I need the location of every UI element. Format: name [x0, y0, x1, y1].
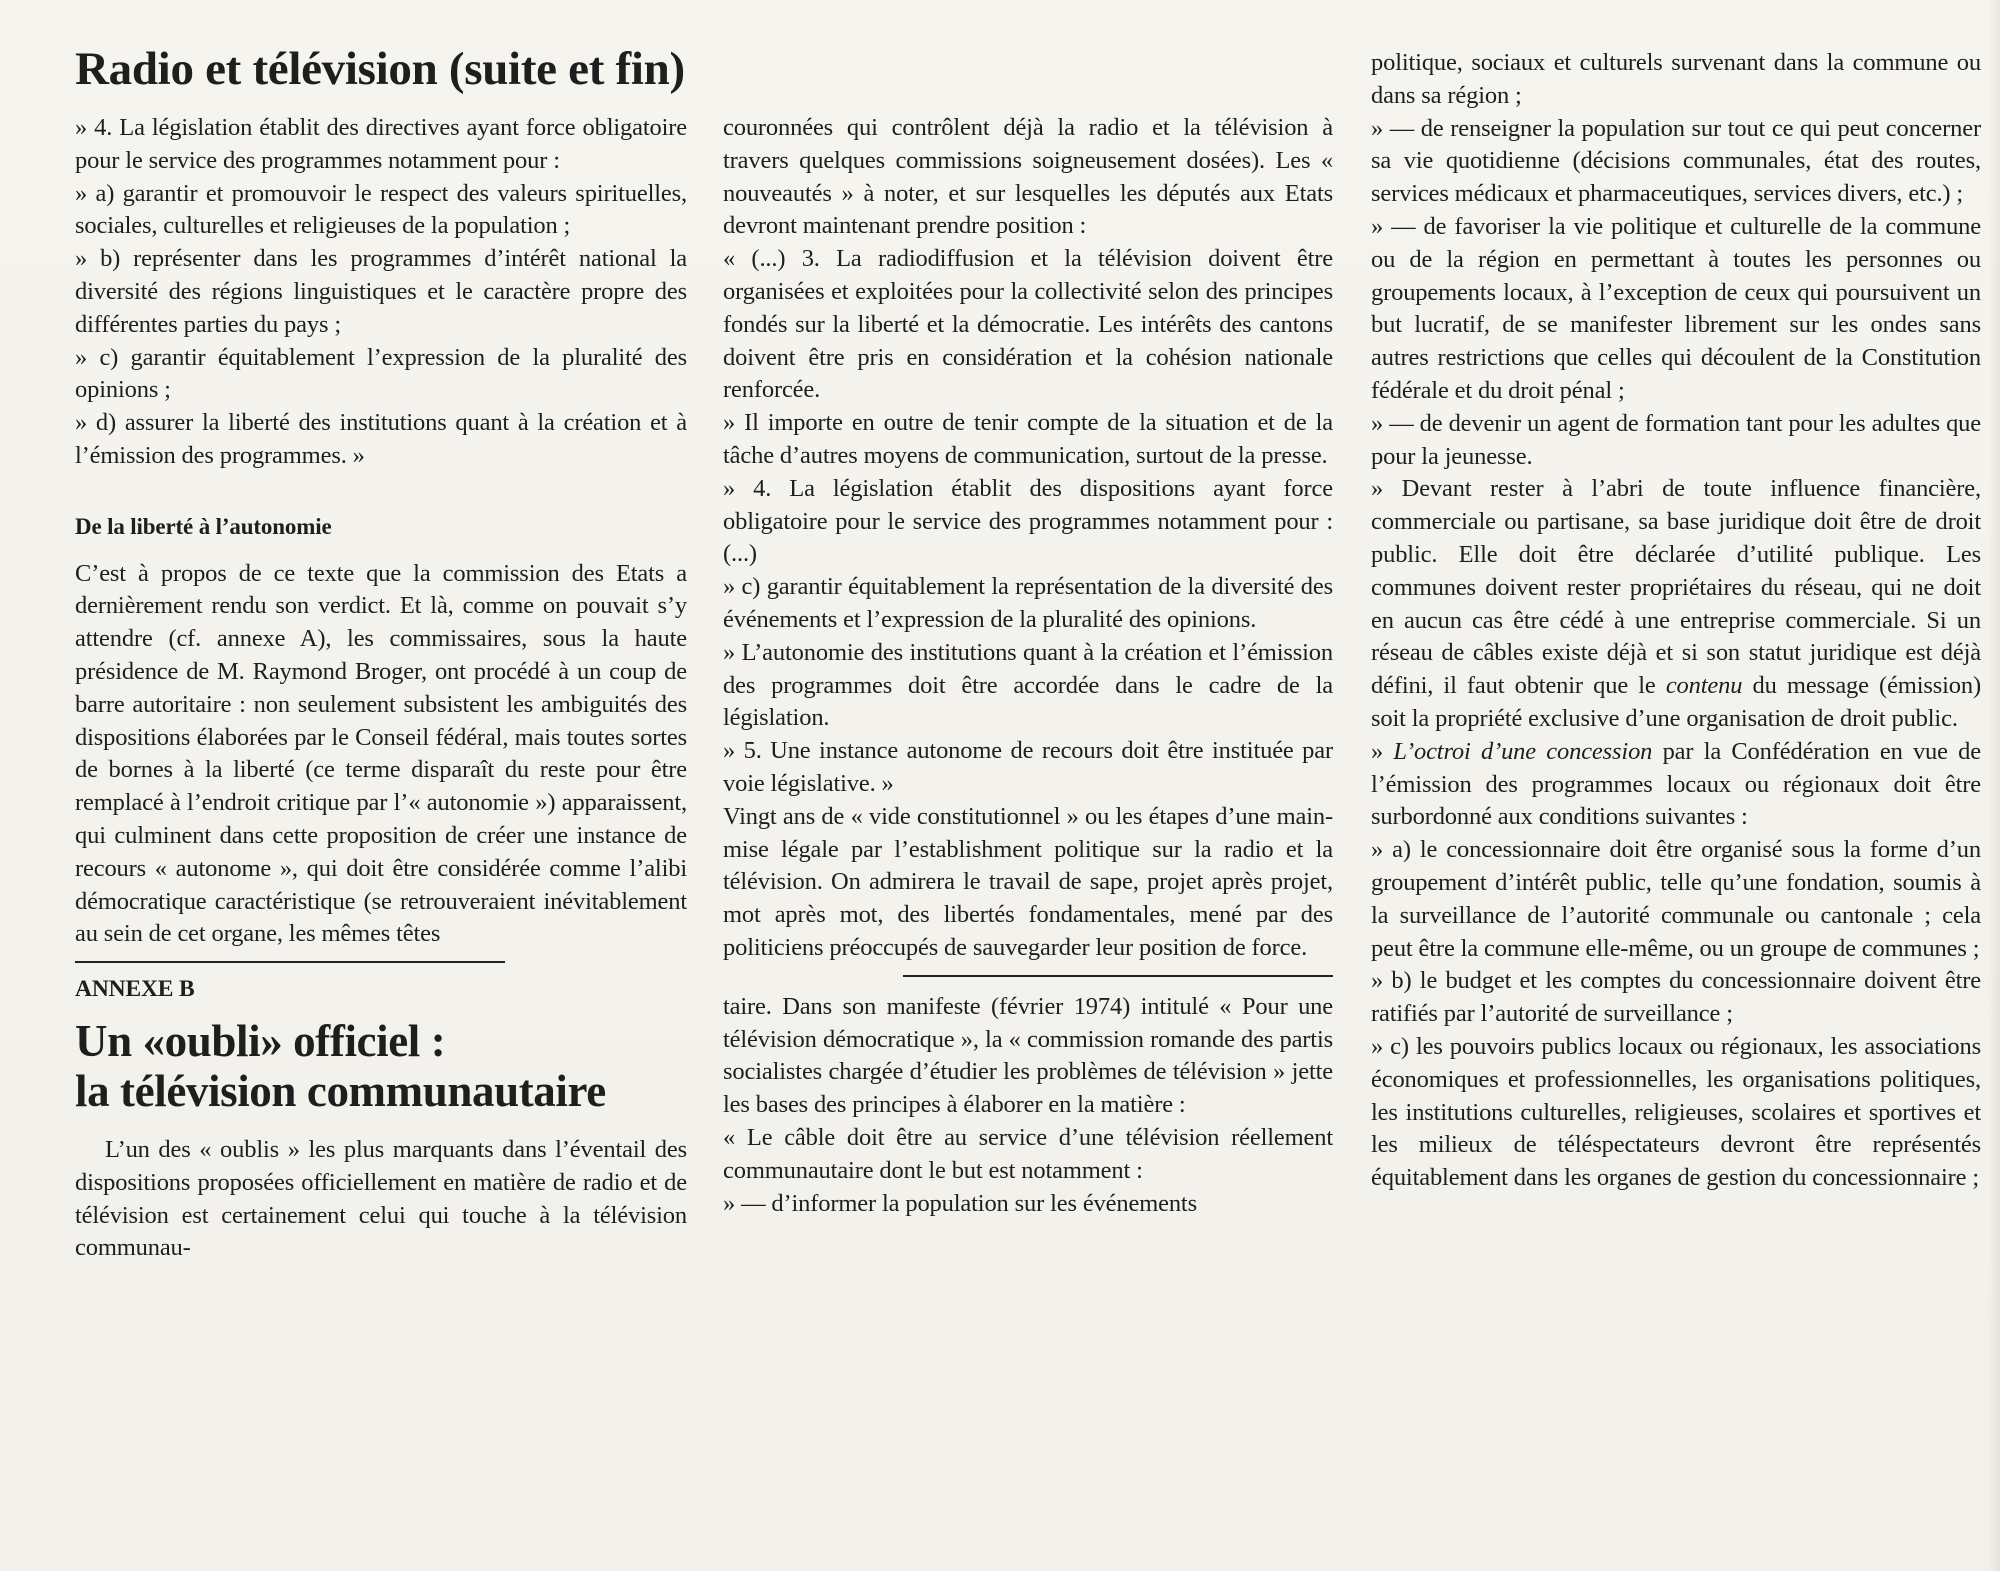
- paragraph: » c) les pouvoirs publics locaux ou régionaux, les associations économiques et professionnelles, les organisations politiques, les institutions culturelles, religieuses, scolaires et sportives et les milieux de téléspectateurs devront être représentés équitablement dans les organes de gestion du concessionnaire ;: [1371, 1032, 1981, 1192]
- text-run: par la Confédération en vue de l’émission des programmes locaux ou régionaux doit être surbordonné aux conditions suivantes :: [1371, 737, 1981, 831]
- paragraph: couronnées qui contrôlent déjà la radio et la télévision à travers quelques commissions soigneusement dosées). Les « nouveautés » à noter, et sur lesquelles les députés aux Etats devront maintenant prendre position :: [723, 114, 1333, 240]
- paragraph: » c) garantir équitablement l’expression de la pluralité des opinions ;: [75, 343, 687, 404]
- paragraph: Vingt ans de « vide constitutionnel » ou les étapes d’une main-mise légale par l’establishment politique sur la radio et la télévision. On admirera le travail de sape, projet après projet, mot après mot, des libertés fondamentales, mené par des politiciens préoccupés de sauvegarder leur position de force.: [723, 802, 1333, 961]
- paragraph: taire. Dans son manifeste (février 1974) intitulé « Pour une télévision démocratique », la « commission romande des partis socialistes chargée d’étudier les problèmes de télévision » jette les bases des principes à élaborer en la matière :: [723, 992, 1333, 1119]
- paragraph: » — de renseigner la population sur tout ce qui peut concerner sa vie quotidienne (décisions communales, état des routes, services médicaux et pharmaceutiques, services divers, etc.) ;: [1371, 114, 1981, 208]
- page-edge-shadow: [1988, 0, 2000, 1571]
- paragraph: » L’autonomie des institutions quant à la création et l’émission des programmes doit être accordée dans le cadre de la législation.: [723, 638, 1333, 732]
- paragraph: L’un des « oublis » les plus marquants dans l’éventail des dispositions proposées officiellement en matière de radio et de télévision est certainement celui qui touche à la télévision communau-: [75, 1135, 687, 1262]
- paragraph: » — d’informer la population sur les événements: [723, 1189, 1197, 1217]
- text-run: »: [1371, 737, 1394, 765]
- paragraph: » 4. La législation établit des dispositions ayant force obligatoire pour le service des programmes notamment pour : (...): [723, 474, 1333, 568]
- text-run: du message (émission) soit la propriété exclusive d’une organisation de droit public.: [1371, 672, 1981, 732]
- paragraph: » b) représenter dans les programmes d’intérêt national la diversité des régions linguistiques et le caractère propre des différentes parties du pays ;: [75, 245, 687, 338]
- annex-label: ANNEXE B: [75, 976, 195, 1003]
- paragraph: » b) le budget et les comptes du concessionnaire doivent être ratifiés par l’autorité de surveillance ;: [1371, 967, 1981, 1028]
- paragraph: » 5. Une instance autonome de recours doit être instituée par voie législative. »: [723, 737, 1333, 797]
- column-2: [723, 112, 1333, 1220]
- paragraph: » a) le concessionnaire doit être organisé sous la forme d’un groupement d’intérêt public, telle qu’une fondation, soumis à la surveillance de l’autorité communale ou cantonale ; cela peut être la commune elle-même, ou un groupe de communes ;: [1371, 836, 1981, 962]
- column-1: [75, 112, 687, 1265]
- italic-text: L’octroi d’une concession: [1393, 737, 1653, 765]
- paragraph: » — de favoriser la vie politique et culturelle de la commune ou de la région en permettant à toutes les personnes ou groupements locaux, à l’exception de ceux qui poursuivent un but lucratif, de se manifester librement sur les ondes sans autres restrictions que celles qui découlent de la Constitution fédérale et du droit pénal ;: [1371, 212, 1981, 404]
- paragraph: [1371, 736, 1981, 834]
- annex-title: [75, 1016, 687, 1116]
- paragraph: » 4. La législation établit des directives ayant force obligatoire pour le service des programmes notamment pour :: [75, 114, 687, 174]
- divider: [903, 975, 1333, 977]
- paragraph: » a) garantir et promouvoir le respect des valeurs spirituelles, sociales, culturelles et religieuses de la population ;: [75, 179, 687, 240]
- paragraph: C’est à propos de ce texte que la commission des Etats a dernièrement rendu son verdict. Et là, comme on pouvait s’y attendre (cf. annexe A), les commissaires, sous la haute présidence de M. Raymond Broger, ont procédé à un coup de barre autoritaire : non seulement subsistent les ambiguités des dispositions élaborées par le Conseil fédéral, mais toutes sortes de bornes à la liberté (ce terme disparaît du reste pour être remplacé à l’endroit critique par l’« autonomie ») apparaissent, qui culminent dans cette proposition de créer une instance de recours « autonome », qui doit être considérée comme l’alibi démocratique caractéristique (se retrouveraient inévitablement au sein de cet organe, les mêmes têtes: [75, 559, 687, 948]
- section-subheading: De la liberté à l’autonomie: [75, 513, 332, 539]
- page-title: Radio et télévision (suite et fin): [75, 43, 685, 95]
- paragraph: » c) garantir équitablement la représentation de la diversité des événements et l’expression de la pluralité des opinions.: [723, 573, 1333, 633]
- annex-title-line: la télévision communautaire: [75, 1065, 606, 1116]
- column-3: [1371, 47, 1981, 1195]
- text-run: » Devant rester à l’abri de toute influence financière, commerciale ou partisane, sa base juridique doit être de droit public. Elle doit être déclarée d’utilité publique. Les communes doivent rester propriétaires du réseau, qui ne doit en aucun cas être cédé à une entreprise commerciale. Si un réseau de câbles existe déjà et si son statut juridique est déjà défini, il faut obtenir que le: [1371, 475, 1981, 700]
- italic-text: contenu: [1665, 672, 1743, 700]
- paragraph: « (...) 3. La radiodiffusion et la télévision doivent être organisées et exploitées pour la collectivité selon des principes fondés sur la liberté et la démocratie. Les intérêts des cantons doivent être pris en considération et la cohésion nationale renforcée.: [723, 245, 1333, 404]
- annex-title-line: Un «oubli» officiel :: [75, 1015, 446, 1066]
- paragraph: « Le câble doit être au service d’une télévision réellement communautaire dont le but est notamment :: [723, 1123, 1333, 1184]
- paragraph: [1371, 473, 1981, 735]
- paragraph: » Il importe en outre de tenir compte de la situation et de la tâche d’autres moyens de communication, surtout de la presse.: [723, 409, 1333, 469]
- paragraph: politique, sociaux et culturels survenant dans la commune ou dans sa région ;: [1371, 49, 1981, 109]
- divider: [75, 961, 505, 963]
- paragraph: » — de devenir un agent de formation tant pour les adultes que pour la jeunesse.: [1371, 409, 1981, 470]
- paragraph: » d) assurer la liberté des institutions quant à la création et à l’émission des programmes. »: [75, 409, 687, 469]
